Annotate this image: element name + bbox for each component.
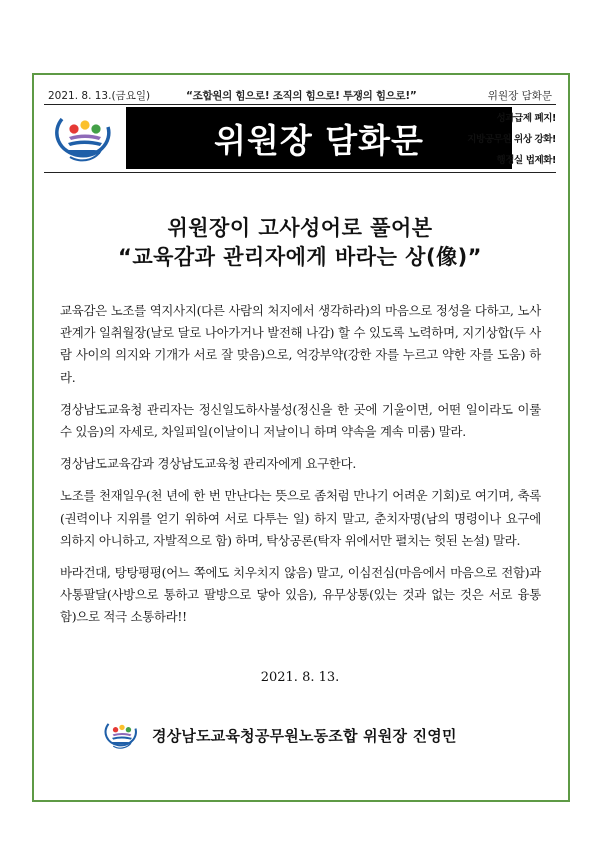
union-slogan: “조합원의 힘으로! 조직의 힘으로! 투쟁의 힘으로!” — [186, 90, 417, 102]
demand-slogans — [464, 107, 556, 169]
header-banner — [44, 107, 556, 169]
statement-body — [60, 300, 541, 639]
headline-line-2: “교육감과 관리자에게 바라는 상(像)” — [118, 245, 482, 269]
document-type: 위원장 담화문 — [487, 90, 552, 102]
headline-line-1: 위원장이 고사성어로 풀어본 — [167, 216, 433, 240]
paragraph: 교육감은 노조를 역지사지(다른 사람의 처지에서 생각하라)의 마음으로 정성을 다하고, 노사관계가 일취월장(날로 달로 나아가거나 발전해 나감) 할 수 있도록 노력하며, 지기상합(두 사람 사이의 의지와 기개가 서로 잘 맞음)으로, 억강부약(강한 자를 누르고 약한 자를 도움) 하라. — [60, 303, 541, 385]
top-divider — [44, 104, 556, 105]
top-info-bar — [44, 88, 556, 104]
demand-item: 행정실 법제화! — [496, 154, 556, 166]
paragraph: 노조를 천재일우(천 년에 한 번 만난다는 뜻으로 좀처럼 만나기 어려운 기회)로 여기며, 축록(권력이나 지위를 얻기 위하여 서로 다투는 일) 하지 말고, 춘치자명(남의 명령이나 요구에 의하지 아니하고, 자발적으로 함) 하며, 탁상공론(탁자 위에서만 펼치는 헛된 논설) 말라. — [60, 488, 541, 548]
union-logo-icon — [44, 107, 126, 169]
signature-date: 2021. 8. 13. — [260, 670, 340, 685]
title-banner — [126, 107, 512, 169]
document-title: 위원장 담화문 — [214, 120, 424, 160]
issue-date: 2021. 8. 13.(금요일) — [48, 90, 151, 102]
header-divider — [44, 172, 556, 173]
demand-item: 성과급제 폐지! — [496, 113, 556, 125]
union-logo-small-icon — [98, 712, 146, 758]
demand-item: 지방공무원 위상 강화! — [467, 133, 556, 145]
signatory-name: 경상남도교육청공무원노동조합 위원장 진영민 — [152, 727, 457, 745]
paragraph: 바라건대, 탕탕평평(어느 쪽에도 치우치지 않음) 말고, 이심전심(마음에서 마음으로 전함)과 사통팔달(사방으로 통하고 팔방으로 닿아 있음), 유무상통(있는 것과 없는 것은 서로 융통 함)으로 적극 소통하라!! — [60, 565, 541, 625]
signature-block — [98, 712, 518, 758]
paragraph: 경상남도교육청 관리자는 정신일도하사불성(정신을 한 곳에 기울이면, 어떤 일이라도 이룰수 있음)의 자세로, 차일피일(이날이니 저날이니 하며 약속을 계속 미룸) 말라. — [60, 401, 541, 440]
paragraph: 경상남도교육감과 경상남도교육청 관리자에게 요구한다. — [60, 456, 357, 472]
